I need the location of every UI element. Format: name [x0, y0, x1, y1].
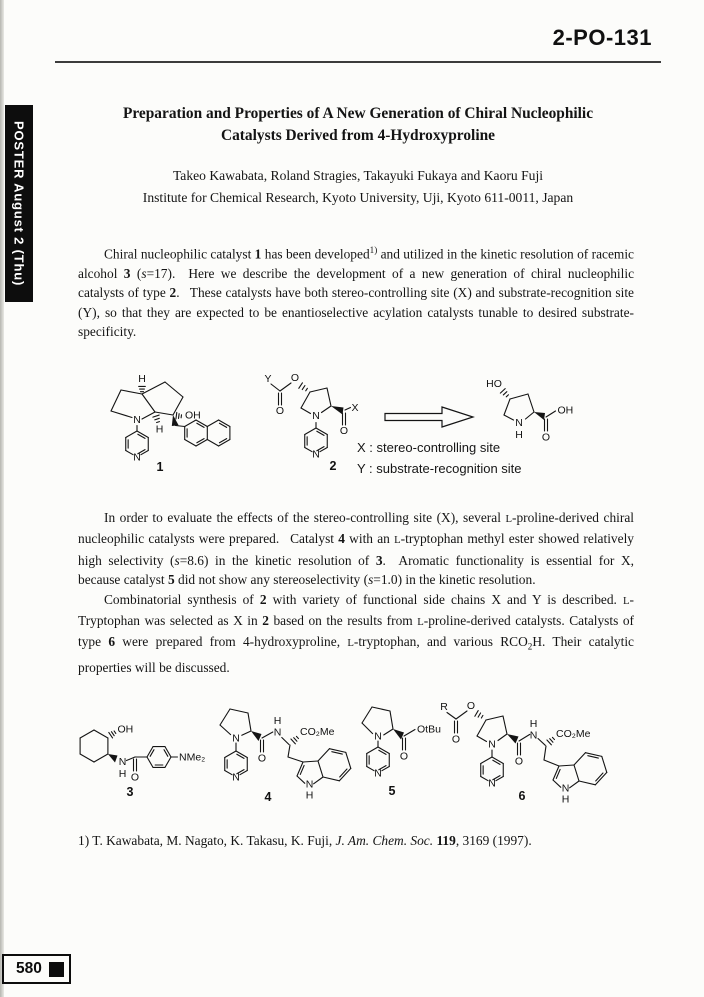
atom-oh: OH	[557, 404, 574, 417]
structure-1-label: 1	[156, 460, 164, 474]
atom-n-pyridine: N	[232, 771, 240, 784]
structure-4-drawing	[208, 694, 358, 806]
atom-n: N	[515, 417, 523, 429]
title-line-1: Preparation and Properties of A New Generation of Chiral Nucleophilic	[122, 105, 594, 122]
atom-n-indole: N	[561, 782, 570, 795]
structure-2-drawing	[258, 364, 366, 474]
scan-edge	[0, 0, 4, 997]
poster-session-tab	[5, 105, 33, 302]
atom-o: O	[466, 700, 476, 712]
atom-n: N	[312, 410, 320, 422]
header-rule	[55, 61, 661, 63]
atom-n: N	[529, 729, 538, 742]
affiliation: Institute for Chemical Research, Kyoto University, Uji, Kyoto 611-0011, Japan	[142, 190, 574, 205]
atom-o: O	[275, 405, 285, 417]
atom-h: H	[273, 715, 282, 727]
structure-6-drawing	[434, 690, 614, 808]
atom-h: H	[529, 718, 538, 730]
group-x: X	[351, 402, 359, 414]
atom-h: H	[155, 423, 164, 436]
body-text-block	[78, 508, 634, 677]
atom-n: N	[133, 414, 141, 426]
poster-session-label: POSTER August 2 (Thu)	[11, 120, 27, 287]
page-number-square	[49, 962, 64, 977]
atom-oh: OH	[185, 409, 201, 422]
atom-o: O	[541, 431, 551, 444]
atom-o: O	[451, 733, 461, 746]
group-co2me: CO₂Me	[300, 726, 335, 738]
reaction-arrow	[382, 402, 478, 432]
atom-n: N	[488, 738, 496, 751]
authors: Takeo Kawabata, Roland Stragies, Takayuki Fukaya and Kaoru Fuji	[172, 168, 544, 183]
atom-o: O	[130, 771, 140, 784]
poster-code: 2-PO-131	[552, 25, 652, 50]
group-otbu: OtBu	[417, 723, 441, 736]
atom-n: N	[118, 756, 127, 768]
atom-o: O	[290, 372, 300, 384]
paragraph-3: Combinatorial synthesis of 2 with variety of functional side chains X and Y is described. L-Tryptophan was selected as X in 2 based on the results from L-proline-derived catalysts. Catalysts of type 6 were prepared from 4-hydroxyproline, L-tryptophan, and various $RCO_2H$. Their catalytic properties will be discussed.	[78, 591, 635, 675]
atom-h: H	[138, 373, 146, 385]
atom-h: H	[118, 768, 127, 780]
page-title	[70, 103, 646, 147]
structure-1-drawing	[96, 366, 238, 476]
atom-o: O	[514, 755, 524, 768]
structure-2-label: 2	[329, 459, 337, 473]
group-nme2: NMe₂	[179, 751, 206, 764]
atom-h: H	[561, 793, 570, 806]
atom-n-pyridine: N	[374, 767, 382, 780]
group-r: R	[440, 701, 448, 713]
atom-n-pyridine: N	[133, 451, 141, 464]
structure-4-label: 4	[264, 790, 272, 804]
page-number: 580	[16, 960, 42, 977]
page-number-box	[2, 954, 71, 984]
group-co2me: CO₂Me	[556, 728, 591, 740]
paragraph-2: In order to evaluate the effects of the stereo-controlling site (X), several L-proline-derived chiral nucleophilic catalysts were prepared. Catalyst 4 with an L-tryptophan methyl ester showed relatively high selectivity (s=8.6) in the kinetic resolution of 3. Aromatic functionality is essential for X, because catalyst 5 did not show any stereoselectivity (s=1.0) in the kinetic resolution.	[78, 510, 634, 588]
atom-n-pyridine: N	[488, 777, 496, 790]
atom-n-pyridine: N	[312, 448, 320, 461]
paragraph-1: Chiral nucleophilic catalyst 1 has been developed$^{1)}$ and utilized in the kinetic resolution of racemic alcohol 3 (s=17). Here we describe the development of a new generation of chiral nucleophilic catalysts of type 2. These catalysts have both stereo-controlling site (X) and substrate-recognition site (Y), so that they are expected to be enantioselective acylation catalysts tunable to desired substrate-specificity.	[78, 245, 635, 340]
atom-o: O	[339, 425, 349, 437]
title-line-2: Catalysts Derived from 4-Hydroxyproline	[220, 127, 496, 144]
structure-5-label: 5	[388, 784, 396, 798]
atom-oh: OH	[117, 723, 134, 736]
atom-n: N	[374, 730, 382, 743]
atom-o: O	[399, 750, 409, 763]
atom-n-indole: N	[305, 778, 314, 791]
legend-x: X : stereo-controlling site	[357, 440, 501, 455]
structure-3-label: 3	[126, 785, 134, 799]
atom-o: O	[257, 752, 267, 765]
atom-h: H	[515, 429, 523, 441]
legend-y: Y : substrate-recognition site	[357, 461, 522, 476]
group-y: Y	[264, 373, 272, 385]
reference-line: 1) T. Kawabata, M. Nagato, K. Takasu, K. Fuji, J. Am. Chem. Soc. 119, 3169 (1997).	[78, 833, 532, 848]
atom-n: N	[273, 726, 282, 739]
structure-6-label: 6	[518, 789, 526, 803]
atom-n: N	[232, 732, 240, 745]
structure-3-drawing	[64, 702, 216, 800]
atom-h: H	[305, 789, 314, 802]
atom-ho: HO	[486, 378, 502, 390]
